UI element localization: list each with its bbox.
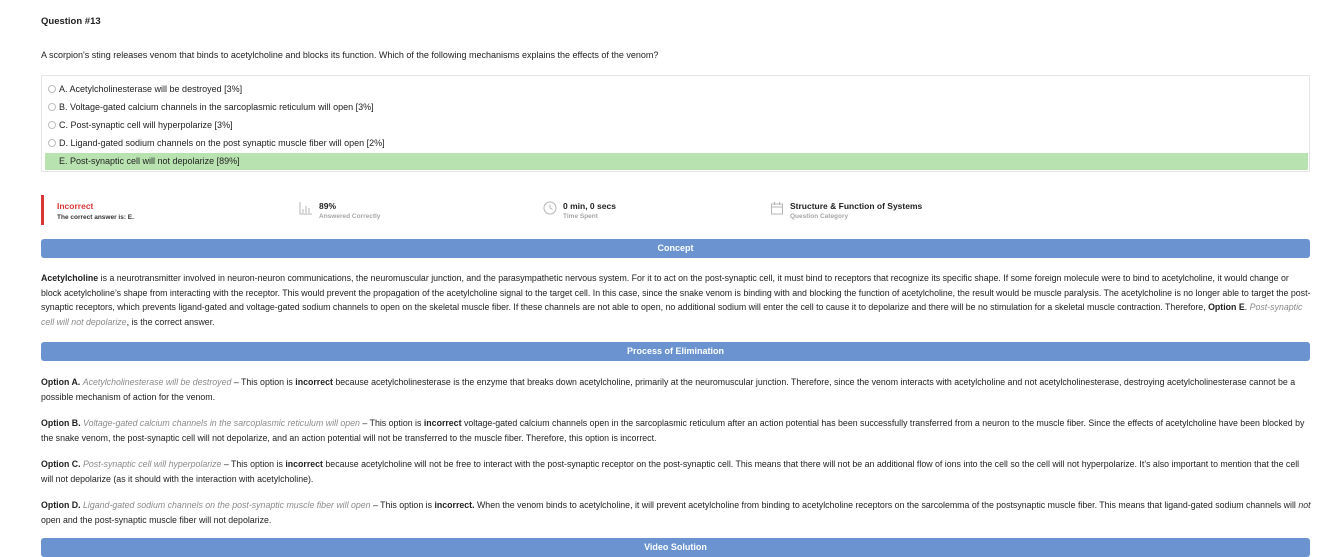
elimination-header: Process of Elimination [41, 342, 1310, 361]
result-block [57, 201, 134, 221]
option-c[interactable] [45, 117, 1308, 134]
elimination-option-a [41, 375, 1311, 404]
time-spent: 0 min, 0 secs [563, 201, 616, 211]
option-b-verdict: incorrect [423, 418, 462, 428]
option-d[interactable] [45, 135, 1308, 152]
option-a-text: Acetylcholinesterase will be destroyed [82, 377, 232, 387]
option-d-heading: Option D. [41, 500, 81, 510]
option-d-label: D. Ligand-gated sodium channels on the post synaptic muscle fiber will open [2%] [59, 138, 385, 148]
clock-icon [543, 201, 557, 215]
option-c-explanation: because acetylcholine will not be free to interact with the post-synaptic receptor on the post-synaptic cell. This means that there will not be an additional flow of ions into the cell so the cell will not hyperpolarize. It’s also important to mention that the cell will not depolarize (as it should with the interaction with acetylcholine). [41, 459, 1300, 484]
option-c-dash: – This option is [221, 459, 286, 469]
concept-option-sep: . [1244, 302, 1250, 313]
option-c-verdict: incorrect [285, 459, 323, 469]
option-a-verdict: incorrect [295, 377, 333, 387]
incorrect-indicator-bar [41, 195, 44, 225]
percent-correct: 89% [319, 201, 337, 211]
option-c-text: Post-synaptic cell will hyperpolarize [83, 459, 222, 469]
question-category: Structure & Function of Systems [790, 201, 923, 211]
radio-button-a[interactable] [48, 85, 56, 93]
option-a-heading: Option A. [41, 377, 81, 387]
correct-answer-text: The correct answer is: E. [57, 214, 134, 221]
option-b-explanation: voltage-gated calcium channels open in the sarcoplasmic reticulum after an action potential has been successfully transferred from a neuron to the muscle fiber. Since the effects of acetylcholine have been blocked by the snake venom, the post-synaptic cell will not depolarize, and an action potential will not be transferred to the muscle fiber. Therefore, this option is incorrect. [41, 418, 1305, 443]
elimination-option-c [41, 457, 1311, 486]
concept-body: is a neurotransmitter involved in neuron-neuron communications, the neuromuscular junction, and the parasympathetic nervous system. For it to act on the post-synaptic cell, it must bind to receptors that recognize its specific shape. If some foreign molecule were to bind to acetylcholine, it would change or block acetylcholine’s shape from interacting with the receptor. This would prevent the propagation of the acetylcholine signal to the target cell. In this case, since the snake venom is binding with and blocking the function of acetylcholine, the result would be muscle paralysis. The acetylcholine is no longer able to target the post-synaptic receptors, which prevents ligand-gated and voltage-gated sodium channels to open on the skeletal muscle fiber. If these channels are not able to open, no additional sodium will enter the cell to cause it to depolarize and there will be no stimulation for a skeletal muscle contraction. Therefore, [41, 273, 1311, 313]
option-d-explanation-end: open and the post-synaptic muscle fiber will not depolarize. [41, 514, 272, 525]
option-a-dash: – This option is [231, 377, 296, 387]
option-d-explanation: When the venom binds to acetylcholine, it will prevent acetylcholine from binding to acetylcholine receptors on the sarcolemma of the postsynaptic muscle fiber. This means that ligand-gated sodium channels will [474, 500, 1299, 510]
concept-term: Acetylcholine [41, 273, 99, 283]
video-solution-header[interactable]: Video Solution [41, 538, 1310, 557]
radio-button-d[interactable] [48, 139, 56, 147]
option-a[interactable] [45, 81, 1308, 98]
concept-paragraph [41, 271, 1311, 329]
option-b[interactable] [45, 99, 1308, 116]
answer-options [41, 75, 1310, 172]
bar-chart-icon [299, 201, 313, 215]
elimination-option-b [41, 416, 1311, 445]
percent-correct-label: Answered Correctly [319, 213, 381, 220]
concept-option-text: Post-synaptic cell will not depolarize [41, 302, 1303, 327]
option-b-text: Voltage-gated calcium channels in the sarcoplasmic reticulum will open [83, 418, 360, 428]
option-d-dash: – This option is [370, 500, 435, 510]
result-status: Incorrect [57, 201, 94, 211]
result-stats [41, 195, 1310, 225]
question-number: Question #13 [41, 16, 101, 27]
concept-header: Concept [41, 239, 1310, 258]
question-text: A scorpion's sting releases venom that binds to acetylcholine and blocks its function. Which of the following mechanisms explains the effects of the venom? [41, 50, 659, 60]
option-b-dash: – This option is [359, 418, 424, 428]
radio-button-b[interactable] [48, 103, 56, 111]
option-b-heading: Option B. [41, 418, 81, 428]
option-c-heading: Option C. [41, 459, 81, 469]
calendar-icon [770, 201, 784, 215]
question-category-label: Question Category [790, 213, 849, 220]
option-a-explanation: because acetylcholinesterase is the enzyme that breaks down acetylcholine, primarily at the neuromuscular junction. Therefore, since the venom interacts with acetylcholine and not acetylcholinesterase, destroying acetylcholinesterase cannot be a possible mechanism of action for the venom. [41, 377, 1296, 402]
option-b-label: B. Voltage-gated calcium channels in the sarcoplasmic reticulum will open [3%] [59, 102, 374, 112]
concept-option-ref: Option E [1208, 302, 1245, 313]
concept-ending: , is the correct answer. [126, 316, 215, 327]
elimination-option-d [41, 498, 1311, 527]
option-d-text: Ligand-gated sodium channels on the post-synaptic muscle fiber will open [83, 500, 371, 510]
option-c-label: C. Post-synaptic cell will hyperpolarize [3%] [59, 120, 233, 130]
option-e-correct[interactable] [45, 153, 1308, 170]
option-a-label: A. Acetylcholinesterase will be destroyed [3%] [59, 84, 243, 94]
option-d-verdict: incorrect. [434, 500, 475, 510]
option-d-emphasis: not [1298, 500, 1311, 510]
option-e-label: E. Post-synaptic cell will not depolarize [89%] [59, 156, 240, 166]
radio-button-c[interactable] [48, 121, 56, 129]
time-spent-label: Time Spent [563, 213, 598, 220]
